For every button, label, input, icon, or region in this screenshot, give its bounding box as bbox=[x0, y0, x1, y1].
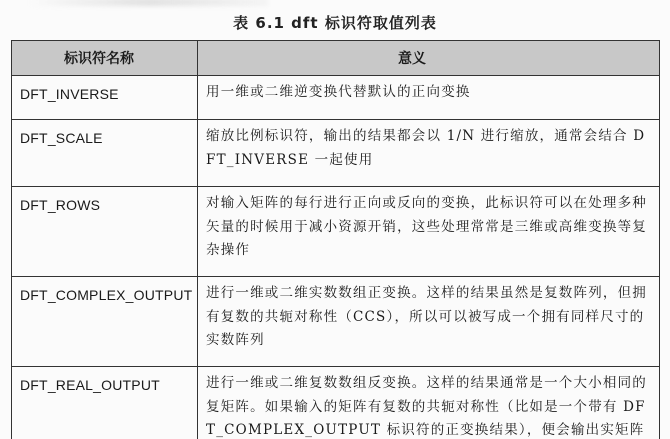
flag-meaning-cell: 对输入矩阵的每行进行正向或反向的变换，此标识符可以在处理多种矢量的时候用于减小资源开销，这些处理常常是三维或高维变换等复杂操作 bbox=[198, 187, 660, 277]
table-caption: 表 6.1 dft 标识符取值列表 bbox=[233, 14, 437, 32]
flag-name-cell: DFT_ROWS bbox=[12, 187, 198, 277]
flag-meaning-cell: 缩放比例标识符，输出的结果都会以 1/N 进行缩放，通常会结合 DFT_INVERSE 一起使用 bbox=[198, 120, 660, 187]
table-row bbox=[12, 120, 660, 187]
flag-name-cell: DFT_SCALE bbox=[12, 120, 198, 187]
table-row bbox=[12, 76, 660, 120]
flag-meaning-cell: 用一维或二维逆变换代替默认的正向变换 bbox=[198, 76, 660, 120]
flag-name-cell: DFT_INVERSE bbox=[12, 76, 198, 120]
flag-name-cell: DFT_COMPLEX_OUTPUT bbox=[12, 277, 198, 367]
table-row bbox=[12, 367, 660, 439]
dft-flags-table bbox=[11, 40, 660, 439]
scan-smudge bbox=[28, 0, 268, 6]
table-row bbox=[12, 187, 660, 277]
flag-name-cell: DFT_REAL_OUTPUT bbox=[12, 367, 198, 439]
flag-meaning-cell: 进行一维或二维实数数组正变换。这样的结果虽然是复数阵列，但拥有复数的共轭对称性（CCS），所以可以被写成一个拥有同样尺寸的实数阵列 bbox=[198, 277, 660, 367]
flag-meaning-cell: 进行一维或二维复数数组反变换。这样的结果通常是一个大小相同的复矩阵。如果输入的矩阵有复数的共轭对称性（比如是一个带有 DFT_COMPLEX_OUTPUT 标识符的正变换结果），便会输出实矩阵 bbox=[198, 367, 660, 439]
header-flag-name: 标识符名称 bbox=[12, 41, 198, 76]
header-meaning: 意义 bbox=[198, 41, 660, 76]
table-row bbox=[12, 277, 660, 367]
table-header-row bbox=[12, 41, 660, 76]
